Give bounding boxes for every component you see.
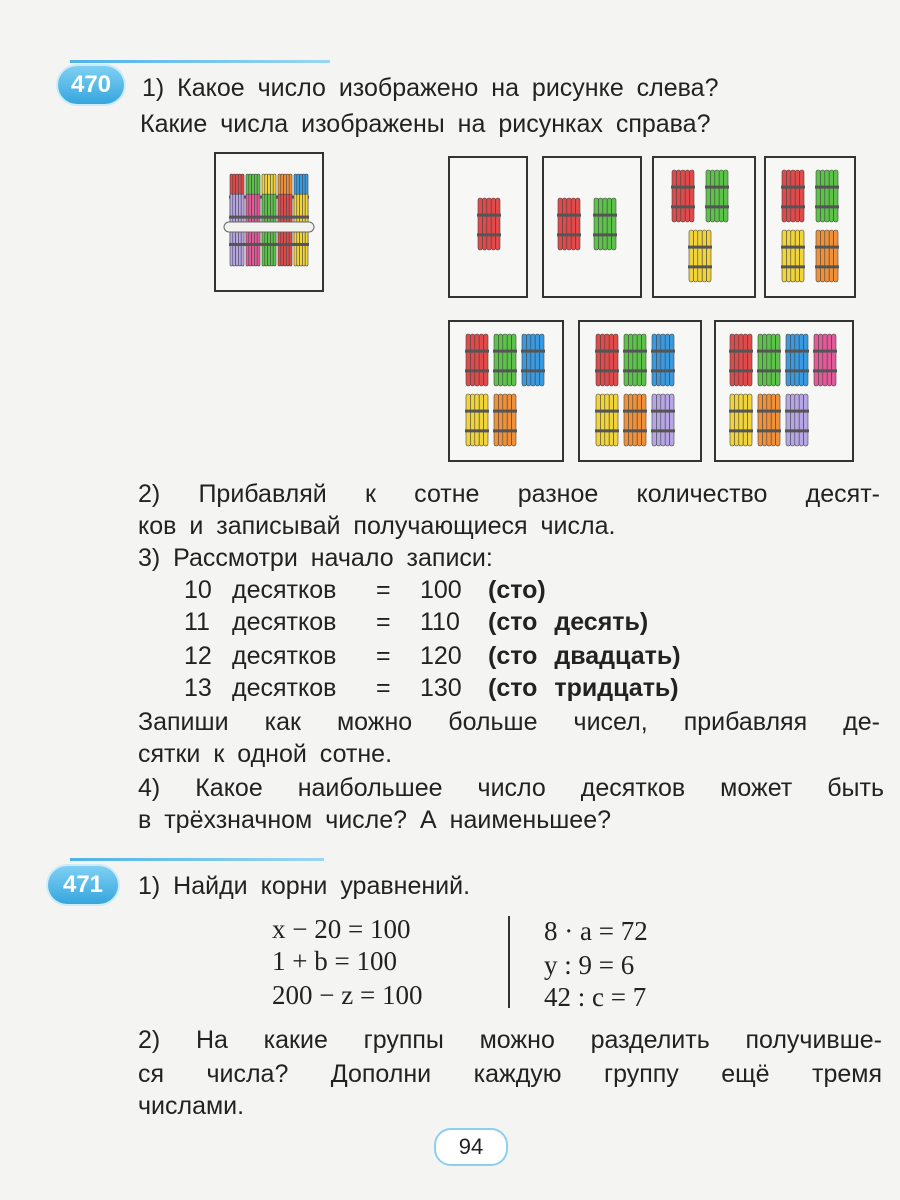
ten-sticks-bundle — [815, 170, 839, 222]
ten-sticks-bundle — [757, 334, 781, 386]
ten-sticks-bundle — [623, 394, 647, 446]
ten-sticks-bundle — [729, 334, 753, 386]
picture-frame-7 — [714, 320, 854, 462]
picture-frame-3 — [652, 156, 756, 298]
ten-sticks-bundle — [521, 334, 545, 386]
section-rule-471 — [70, 858, 324, 861]
ex471-line-1: 1) Найди корни уравнений. — [138, 872, 471, 900]
equations-divider — [508, 916, 510, 1008]
ex470-line-7: сятки к одной сотне. — [138, 740, 393, 768]
ex470-line-6: Запиши как можно больше чисел, прибавляя де- — [138, 708, 880, 736]
tens-equals: = — [376, 608, 391, 636]
ten-sticks-bundle — [465, 334, 489, 386]
ten-sticks-bundle — [815, 230, 839, 282]
ten-sticks-bundle — [651, 334, 675, 386]
section-rule-470 — [70, 60, 330, 63]
tens-equals: = — [376, 674, 391, 702]
big-bundle-frame — [214, 152, 324, 292]
tens-equals: = — [376, 576, 391, 604]
ten-sticks-bundle — [593, 198, 617, 250]
picture-frame-6 — [578, 320, 702, 462]
ex470-line-8: 4) Какое наибольшее число десятков может быть — [138, 774, 884, 802]
picture-frame-2 — [542, 156, 642, 298]
equation: 8 · a = 72 — [544, 916, 648, 946]
equation: 42 : c = 7 — [544, 982, 647, 1012]
ten-sticks-bundle — [623, 334, 647, 386]
ten-sticks-bundle — [688, 230, 712, 282]
ten-sticks-bundle — [781, 170, 805, 222]
ex471-line-2: 2) На какие группы можно разделить получивше- — [138, 1026, 882, 1054]
ten-sticks-bundle — [781, 230, 805, 282]
ten-sticks-bundle — [493, 394, 517, 446]
equation: x − 20 = 100 — [272, 914, 411, 944]
ten-sticks-bundle — [493, 334, 517, 386]
tens-value: 130 — [420, 674, 462, 702]
ex470-line-9: в трёхзначном числе? А наименьшее? — [138, 806, 612, 834]
ex470-line-1: 1) Какое число изображено на рисунке слева? — [142, 74, 719, 102]
exercise-number-470: 470 — [58, 66, 124, 104]
ten-sticks-bundle — [757, 394, 781, 446]
tens-word: десятков — [232, 608, 337, 636]
hundred-bundle-image — [216, 154, 322, 290]
hundred-band — [224, 222, 314, 232]
ten-sticks-bundle — [705, 170, 729, 222]
ten-sticks-bundle — [651, 394, 675, 446]
ten-sticks-bundle — [813, 334, 837, 386]
tens-word: десятков — [232, 642, 337, 670]
ex470-line-3: 2) Прибавляй к сотне разное количество десят- — [138, 480, 880, 508]
ten-sticks-bundle — [465, 394, 489, 446]
ten-sticks-bundle — [671, 170, 695, 222]
picture-frame-5 — [448, 320, 564, 462]
equation: 1 + b = 100 — [272, 946, 397, 976]
ex470-line-4: ков и записывай получающиеся числа. — [138, 512, 616, 540]
ten-sticks-bundle — [785, 394, 809, 446]
ten-sticks-bundle — [557, 198, 581, 250]
tens-value: 110 — [420, 608, 460, 636]
tens-count: 12 — [184, 642, 212, 670]
exercise-number-471: 471 — [48, 866, 118, 904]
equation: 200 − z = 100 — [272, 980, 423, 1010]
tens-name: (сто двадцать) — [488, 642, 681, 670]
tens-word: десятков — [232, 674, 337, 702]
ten-sticks-bundle — [729, 394, 753, 446]
tens-name: (сто) — [488, 576, 546, 604]
picture-frame-4 — [764, 156, 856, 298]
ex471-line-3: ся числа? Дополни каждую группу ещё тремя — [138, 1060, 882, 1088]
equation: y : 9 = 6 — [544, 950, 635, 980]
ten-sticks-bundle — [595, 334, 619, 386]
page-number: 94 — [434, 1128, 508, 1166]
ex470-line-5: 3) Рассмотри начало записи: — [138, 544, 493, 572]
ex471-line-4: числами. — [138, 1092, 245, 1120]
tens-value: 100 — [420, 576, 462, 604]
tens-value: 120 — [420, 642, 462, 670]
tens-count: 10 — [184, 576, 212, 604]
tens-equals: = — [376, 642, 391, 670]
ten-sticks-bundle — [595, 394, 619, 446]
tens-count: 11 — [184, 608, 210, 636]
ten-sticks-bundle — [477, 198, 501, 250]
tens-word: десятков — [232, 576, 337, 604]
picture-frame-1 — [448, 156, 528, 298]
ten-sticks-bundle — [785, 334, 809, 386]
ex470-line-2: Какие числа изображены на рисунках справа? — [140, 110, 711, 138]
tens-name: (сто десять) — [488, 608, 649, 636]
tens-count: 13 — [184, 674, 212, 702]
tens-name: (сто тридцать) — [488, 674, 679, 702]
